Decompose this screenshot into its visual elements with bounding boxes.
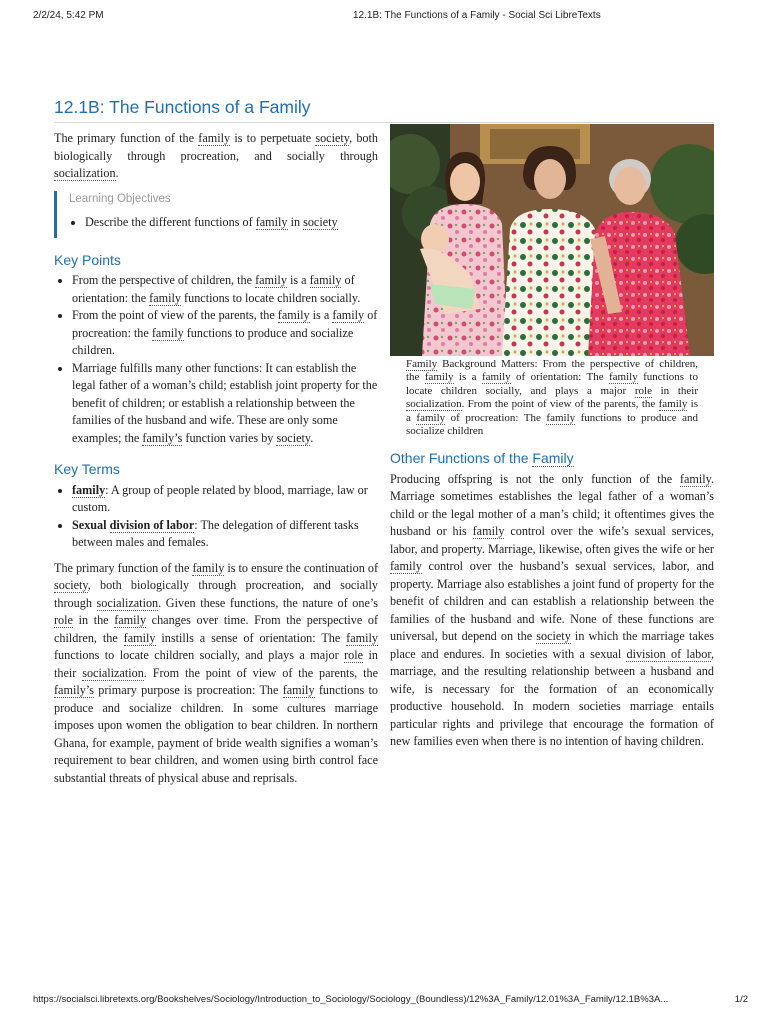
- intro-paragraph: The primary function of the family is to perpetuate society, both biologically through procreation, and socially through socialization.: [54, 131, 379, 180]
- other-functions-paragraph: Producing offspring is not the only function of the family. Marriage sometimes establishes the legal father of a woman’s child or the legal mother of a man’s child; it oftentimes gives the husband or his family control over the wife’s sexual services, labor, and property. Marriage, likewise, often gives the wife or her family control over the husband’s sexual services, labor, and property. Marriage also establishes a joint fund of property for the benefit of children and can establish a relationship between the families of the husband and wife. None of these functions are universal, but depend on the society in which the marriage takes place and endures. In societies with a sexual division of labor, marriage, and the resulting relationship between a husband and wife, is necessary for the formation of an economically productive household. In modern societies marriage entails particular rights and privilege that encourage the formation of new families even when there is no intention of having children.: [390, 471, 714, 748]
- key-term-division-of-labor[interactable]: division of labor: [109, 517, 195, 532]
- glossary-link-family[interactable]: family: [149, 290, 181, 305]
- glossary-link-family[interactable]: family: [472, 524, 505, 538]
- three-generations-photo-illustration: [390, 124, 714, 356]
- key-point-item: • From the point of view of the parents, the family is a family of procreation: the family functions to produce and socialize children.: [72, 307, 378, 360]
- other-functions-heading: Other Functions of the Family: [390, 450, 574, 466]
- print-url: https://socialsci.libretexts.org/Bookshelves/Sociology/Introduction_to_Sociology/Sociology_(Boundless)/12%3A_Family/12.01%3A_Family/12.1B%3A...: [33, 994, 669, 1005]
- glossary-link-family[interactable]: family: [151, 325, 184, 340]
- glossary-link-family[interactable]: family: [608, 371, 638, 384]
- glossary-link-role[interactable]: role: [54, 613, 73, 627]
- glossary-link-socialization[interactable]: socialization: [54, 166, 116, 180]
- key-point-item: • Marriage fulfills many other functions: It can establish the legal father of a woman’s child; establish joint property for the benefit of children; or establish a relationship between the families of the husband and wife. These are only some examples; the family’s function varies by society.: [72, 360, 378, 448]
- glossary-link-family[interactable]: family: [282, 683, 315, 697]
- glossary-link-family[interactable]: family’s: [54, 683, 94, 697]
- key-points-heading: Key Points: [54, 251, 121, 268]
- key-term-item: • Sexual division of labor: The delegation of different tasks between males and females.: [72, 517, 378, 552]
- glossary-link-family[interactable]: family: [255, 215, 288, 229]
- key-term-item: • family: A group of people related by blood, marriage, law or custom.: [72, 482, 378, 517]
- glossary-link-family[interactable]: family: [416, 411, 446, 424]
- glossary-link-society[interactable]: society: [54, 578, 88, 592]
- print-page-number: 1/2: [734, 994, 748, 1005]
- glossary-link-family[interactable]: family: [390, 559, 422, 573]
- key-term-family[interactable]: family: [72, 482, 106, 497]
- key-terms-heading: Key Terms: [54, 461, 120, 477]
- glossary-link-family[interactable]: family: [114, 613, 147, 627]
- glossary-link-socialization[interactable]: socialization: [96, 595, 159, 610]
- glossary-link-family[interactable]: family’s: [142, 430, 183, 445]
- glossary-link-family[interactable]: family: [309, 273, 342, 287]
- glossary-link-family[interactable]: family: [679, 471, 711, 486]
- glossary-link-society[interactable]: society: [536, 629, 571, 643]
- title-divider: [54, 122, 714, 123]
- glossary-link-family[interactable]: family: [546, 411, 576, 424]
- glossary-link-role[interactable]: role: [344, 648, 364, 662]
- print-header: [33, 10, 748, 24]
- glossary-link-society[interactable]: society: [303, 215, 338, 229]
- glossary-link-family[interactable]: family: [332, 308, 365, 322]
- glossary-link-family[interactable]: Family: [406, 358, 438, 370]
- glossary-link-family[interactable]: family: [346, 630, 378, 645]
- key-points-list: [54, 272, 378, 447]
- glossary-link-socialization[interactable]: socialization: [82, 665, 144, 680]
- glossary-link-family[interactable]: family: [481, 371, 511, 384]
- glossary-link-family[interactable]: family: [198, 131, 231, 145]
- print-date: 2/2/24, 5:42 PM: [33, 10, 104, 21]
- body-paragraph-left: The primary function of the family is to ensure the continuation of society, both biologically through procreation, and socially through socialization. Given these functions, the nature of one’s role in the family changes over time. From the perspective of children, the family instills a sense of orientation: The family functions to locate children socially, and plays a major role in their socialization. From the point of view of the parents, the family’s primary purpose is procreation: The family functions to produce and socialize children. In some cultures marriage imposes upon women the obligation to bear children. In northern Ghana, for example, payment of bride wealth signifies a woman’s requirement to bear children, and women using birth control face substantial threats of physical abuse and reprisals.: [54, 560, 379, 785]
- print-title: 12.1B: The Functions of a Family - Social Sci LibreTexts: [353, 10, 601, 21]
- learning-objectives-heading: Learning Objectives: [69, 192, 171, 205]
- glossary-link-family[interactable]: family: [123, 630, 156, 645]
- learning-objectives-box: [54, 191, 378, 238]
- glossary-link-role[interactable]: role: [634, 384, 652, 397]
- glossary-link-family[interactable]: family: [192, 560, 225, 575]
- glossary-link-society[interactable]: society: [276, 430, 311, 445]
- glossary-link-family[interactable]: family: [424, 371, 454, 384]
- right-column: [390, 450, 714, 751]
- glossary-link-family[interactable]: family: [277, 308, 310, 322]
- page-title: 12.1B: The Functions of a Family: [54, 97, 311, 117]
- photo-caption: Family Background Matters: From the perspective of children, the family is a family of orientation: The family functions to locate children socially, and plays a major role in their socialization. From the point of view of the parents, the family is a family of procreation: The family functions to produce and socialize children: [406, 358, 698, 438]
- key-terms-list: [54, 482, 378, 552]
- glossary-link-socialization[interactable]: socialization: [406, 398, 462, 411]
- glossary-link-family[interactable]: family: [255, 273, 287, 287]
- key-point-item: • From the perspective of children, the family is a family of orientation: the family functions to locate children socially.: [72, 272, 378, 307]
- family-photo: [390, 124, 714, 356]
- glossary-link-society[interactable]: society: [315, 131, 350, 145]
- glossary-link-division-of-labor[interactable]: division of labor: [626, 646, 711, 661]
- left-column: [54, 130, 378, 787]
- learning-objective-item: • Describe the different functions of family in society: [85, 214, 378, 232]
- glossary-link-family[interactable]: Family: [532, 450, 574, 466]
- glossary-link-family[interactable]: family: [658, 398, 688, 411]
